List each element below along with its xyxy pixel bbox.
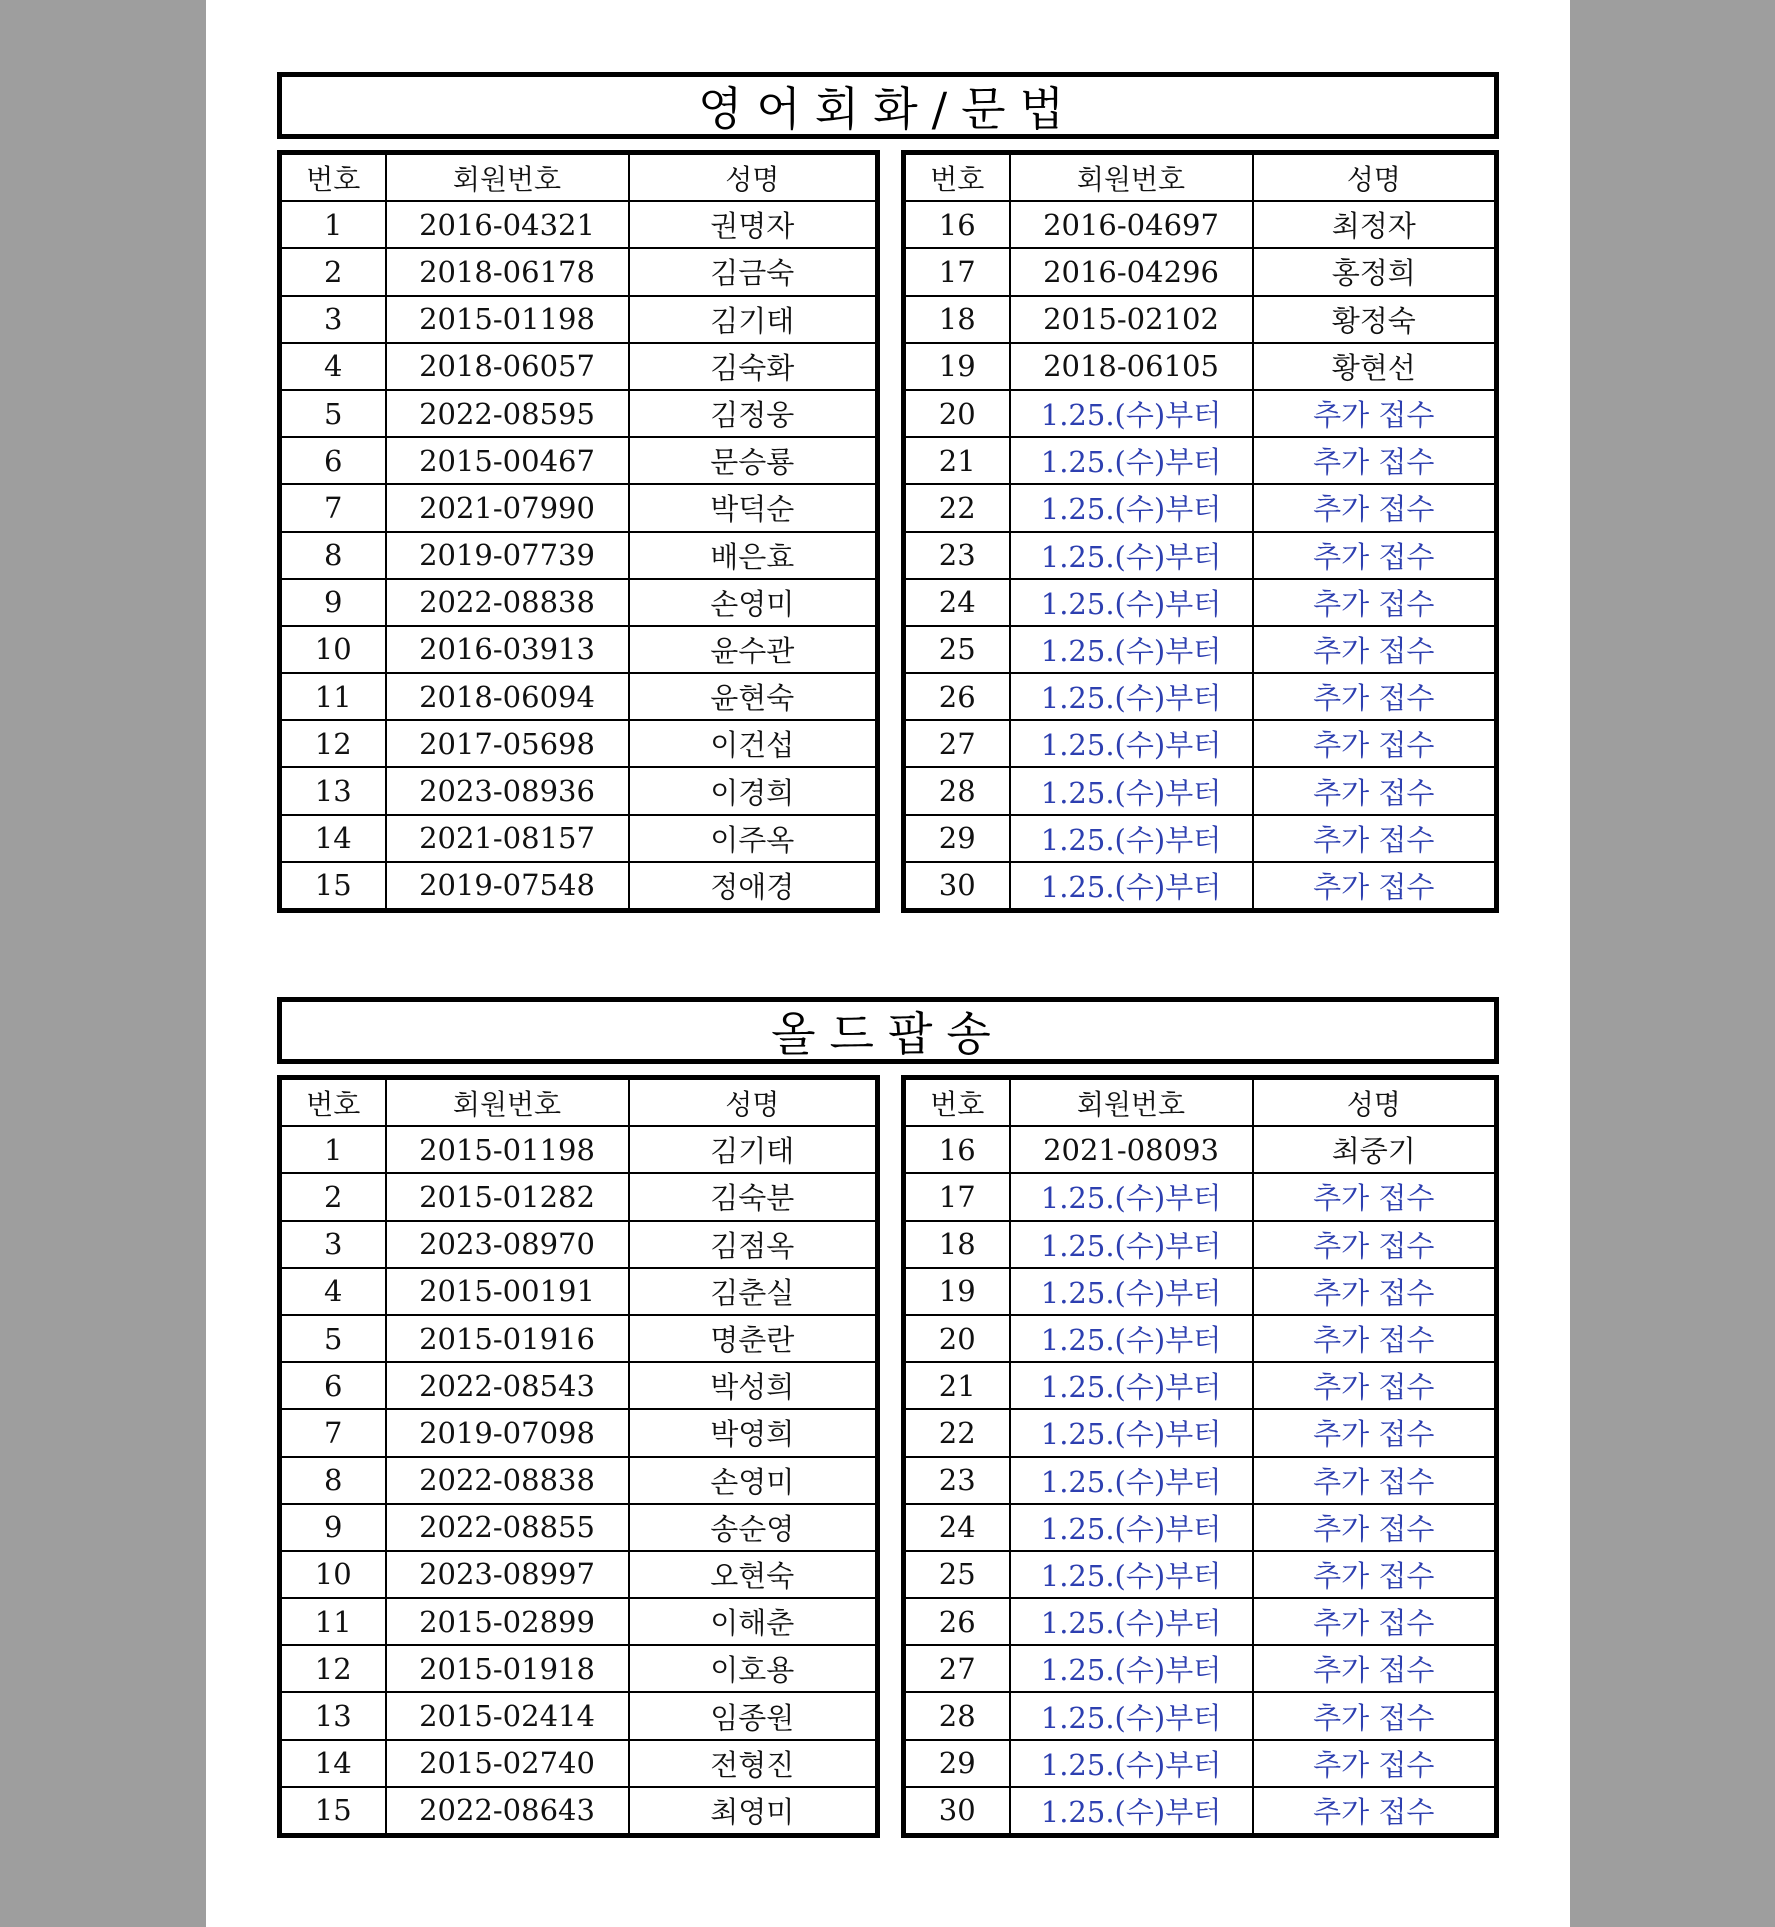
cell-no: 21 bbox=[904, 1362, 1010, 1409]
cell-name: 추가 접수 bbox=[1253, 1692, 1497, 1739]
cell-member-id: 2021-08093 bbox=[1010, 1126, 1253, 1173]
cell-member-id: 2017-05698 bbox=[386, 720, 629, 767]
cell-member-id: 2015-01282 bbox=[386, 1173, 629, 1220]
cell-no: 7 bbox=[280, 1409, 386, 1456]
cell-name: 이호용 bbox=[629, 1645, 878, 1692]
table-row bbox=[280, 437, 878, 484]
table-row bbox=[904, 720, 1497, 767]
cell-member-id: 2016-04321 bbox=[386, 201, 629, 248]
cell-name: 김금숙 bbox=[629, 248, 878, 295]
cell-member-id: 1.25.(수)부터 bbox=[1010, 1173, 1253, 1220]
cell-name: 추가 접수 bbox=[1253, 1504, 1497, 1551]
cell-no: 2 bbox=[280, 1173, 386, 1220]
table-row bbox=[904, 1787, 1497, 1836]
cell-member-id: 2015-01918 bbox=[386, 1645, 629, 1692]
table-row bbox=[904, 862, 1497, 911]
cell-no: 10 bbox=[280, 1551, 386, 1598]
table-header-row bbox=[280, 153, 878, 202]
table-row bbox=[280, 1692, 878, 1739]
header-member-id: 회원번호 bbox=[1010, 153, 1253, 202]
cell-member-id: 1.25.(수)부터 bbox=[1010, 1409, 1253, 1456]
header-member-id: 회원번호 bbox=[386, 1078, 629, 1127]
table-row bbox=[904, 1692, 1497, 1739]
cell-name: 추가 접수 bbox=[1253, 1173, 1497, 1220]
roster-table-left bbox=[277, 1075, 880, 1838]
cell-name: 정애경 bbox=[629, 862, 878, 911]
document-page bbox=[206, 0, 1570, 1927]
cell-no: 5 bbox=[280, 390, 386, 437]
cell-name: 추가 접수 bbox=[1253, 390, 1497, 437]
table-row bbox=[904, 296, 1497, 343]
table-row bbox=[904, 1504, 1497, 1551]
cell-name: 문승룡 bbox=[629, 437, 878, 484]
cell-name: 배은효 bbox=[629, 532, 878, 579]
table-row bbox=[904, 1221, 1497, 1268]
table-row bbox=[280, 815, 878, 862]
cell-name: 박영희 bbox=[629, 1409, 878, 1456]
table-row bbox=[280, 248, 878, 295]
cell-name: 이건섭 bbox=[629, 720, 878, 767]
cell-name: 추가 접수 bbox=[1253, 532, 1497, 579]
table-row bbox=[280, 296, 878, 343]
cell-name: 추가 접수 bbox=[1253, 815, 1497, 862]
section-title: 올드팝송 bbox=[277, 997, 1499, 1064]
table-row bbox=[904, 1457, 1497, 1504]
header-name: 성명 bbox=[629, 153, 878, 202]
cell-no: 18 bbox=[904, 296, 1010, 343]
cell-name: 송순영 bbox=[629, 1504, 878, 1551]
cell-name: 홍정희 bbox=[1253, 248, 1497, 295]
cell-member-id: 2015-02414 bbox=[386, 1692, 629, 1739]
cell-name: 최정자 bbox=[1253, 201, 1497, 248]
table-row bbox=[904, 1268, 1497, 1315]
cell-member-id: 2019-07739 bbox=[386, 532, 629, 579]
cell-member-id: 2023-08970 bbox=[386, 1221, 629, 1268]
cell-no: 6 bbox=[280, 437, 386, 484]
cell-name: 이경희 bbox=[629, 767, 878, 814]
section-english-conversation bbox=[277, 72, 1499, 947]
cell-no: 5 bbox=[280, 1315, 386, 1362]
header-no: 번호 bbox=[280, 153, 386, 202]
cell-no: 17 bbox=[904, 1173, 1010, 1220]
table-row bbox=[904, 201, 1497, 248]
cell-name: 추가 접수 bbox=[1253, 626, 1497, 673]
table-row bbox=[904, 767, 1497, 814]
header-member-id: 회원번호 bbox=[1010, 1078, 1253, 1127]
cell-name: 최중기 bbox=[1253, 1126, 1497, 1173]
cell-no: 29 bbox=[904, 1740, 1010, 1787]
table-row bbox=[904, 532, 1497, 579]
cell-no: 24 bbox=[904, 579, 1010, 626]
table-row bbox=[904, 1740, 1497, 1787]
cell-member-id: 1.25.(수)부터 bbox=[1010, 437, 1253, 484]
cell-name: 추가 접수 bbox=[1253, 1268, 1497, 1315]
cell-name: 김숙분 bbox=[629, 1173, 878, 1220]
table-row bbox=[904, 579, 1497, 626]
cell-no: 9 bbox=[280, 1504, 386, 1551]
table-row bbox=[904, 1551, 1497, 1598]
cell-member-id: 1.25.(수)부터 bbox=[1010, 1362, 1253, 1409]
cell-no: 12 bbox=[280, 720, 386, 767]
table-row bbox=[280, 343, 878, 390]
cell-no: 4 bbox=[280, 1268, 386, 1315]
cell-member-id: 1.25.(수)부터 bbox=[1010, 1268, 1253, 1315]
table-row bbox=[280, 1409, 878, 1456]
cell-member-id: 2018-06178 bbox=[386, 248, 629, 295]
table-row bbox=[280, 767, 878, 814]
cell-name: 추가 접수 bbox=[1253, 1409, 1497, 1456]
cell-name: 추가 접수 bbox=[1253, 1315, 1497, 1362]
cell-member-id: 2018-06105 bbox=[1010, 343, 1253, 390]
cell-no: 9 bbox=[280, 579, 386, 626]
table-row bbox=[280, 1126, 878, 1173]
cell-name: 윤수관 bbox=[629, 626, 878, 673]
table-row bbox=[904, 815, 1497, 862]
table-row bbox=[904, 390, 1497, 437]
table-row bbox=[280, 673, 878, 720]
cell-no: 15 bbox=[280, 1787, 386, 1836]
cell-name: 손영미 bbox=[629, 579, 878, 626]
cell-name: 추가 접수 bbox=[1253, 1787, 1497, 1836]
cell-member-id: 2019-07548 bbox=[386, 862, 629, 911]
cell-name: 박덕순 bbox=[629, 484, 878, 531]
cell-member-id: 2015-02740 bbox=[386, 1740, 629, 1787]
cell-member-id: 1.25.(수)부터 bbox=[1010, 1221, 1253, 1268]
cell-name: 오현숙 bbox=[629, 1551, 878, 1598]
table-row bbox=[904, 1409, 1497, 1456]
cell-no: 23 bbox=[904, 532, 1010, 579]
cell-name: 추가 접수 bbox=[1253, 579, 1497, 626]
cell-member-id: 1.25.(수)부터 bbox=[1010, 1692, 1253, 1739]
cell-member-id: 1.25.(수)부터 bbox=[1010, 626, 1253, 673]
table-row bbox=[904, 1126, 1497, 1173]
table-row bbox=[280, 1457, 878, 1504]
cell-no: 25 bbox=[904, 626, 1010, 673]
cell-member-id: 2023-08997 bbox=[386, 1551, 629, 1598]
cell-no: 3 bbox=[280, 1221, 386, 1268]
cell-member-id: 2022-08595 bbox=[386, 390, 629, 437]
table-row bbox=[280, 626, 878, 673]
table-row bbox=[904, 343, 1497, 390]
cell-member-id: 2016-04697 bbox=[1010, 201, 1253, 248]
cell-no: 11 bbox=[280, 1598, 386, 1645]
table-row bbox=[280, 484, 878, 531]
cell-member-id: 2022-08855 bbox=[386, 1504, 629, 1551]
cell-no: 13 bbox=[280, 767, 386, 814]
cell-member-id: 1.25.(수)부터 bbox=[1010, 862, 1253, 911]
cell-no: 16 bbox=[904, 1126, 1010, 1173]
cell-name: 추가 접수 bbox=[1253, 862, 1497, 911]
cell-name: 최영미 bbox=[629, 1787, 878, 1836]
cell-name: 추가 접수 bbox=[1253, 1598, 1497, 1645]
table-row bbox=[280, 1173, 878, 1220]
cell-name: 추가 접수 bbox=[1253, 720, 1497, 767]
cell-member-id: 2021-08157 bbox=[386, 815, 629, 862]
cell-name: 황정숙 bbox=[1253, 296, 1497, 343]
table-row bbox=[904, 1362, 1497, 1409]
table-row bbox=[280, 1551, 878, 1598]
cell-member-id: 1.25.(수)부터 bbox=[1010, 1504, 1253, 1551]
cell-no: 13 bbox=[280, 1692, 386, 1739]
cell-member-id: 1.25.(수)부터 bbox=[1010, 673, 1253, 720]
table-row bbox=[280, 1740, 878, 1787]
cell-no: 8 bbox=[280, 1457, 386, 1504]
cell-name: 김춘실 bbox=[629, 1268, 878, 1315]
roster-tables bbox=[277, 150, 1499, 947]
cell-no: 20 bbox=[904, 1315, 1010, 1362]
cell-no: 27 bbox=[904, 1645, 1010, 1692]
cell-member-id: 1.25.(수)부터 bbox=[1010, 720, 1253, 767]
cell-name: 윤현숙 bbox=[629, 673, 878, 720]
cell-name: 김기태 bbox=[629, 1126, 878, 1173]
cell-name: 명춘란 bbox=[629, 1315, 878, 1362]
cell-member-id: 2015-01198 bbox=[386, 296, 629, 343]
table-row bbox=[904, 1315, 1497, 1362]
table-row bbox=[904, 248, 1497, 295]
cell-member-id: 2022-08838 bbox=[386, 1457, 629, 1504]
table-row bbox=[904, 1645, 1497, 1692]
cell-member-id: 1.25.(수)부터 bbox=[1010, 1457, 1253, 1504]
cell-member-id: 2015-00191 bbox=[386, 1268, 629, 1315]
table-row bbox=[280, 1315, 878, 1362]
cell-name: 김정웅 bbox=[629, 390, 878, 437]
cell-member-id: 2022-08543 bbox=[386, 1362, 629, 1409]
cell-no: 25 bbox=[904, 1551, 1010, 1598]
header-no: 번호 bbox=[904, 153, 1010, 202]
cell-name: 추가 접수 bbox=[1253, 1457, 1497, 1504]
cell-name: 김점옥 bbox=[629, 1221, 878, 1268]
table-row bbox=[280, 1598, 878, 1645]
cell-member-id: 1.25.(수)부터 bbox=[1010, 1551, 1253, 1598]
cell-member-id: 1.25.(수)부터 bbox=[1010, 579, 1253, 626]
cell-no: 18 bbox=[904, 1221, 1010, 1268]
header-no: 번호 bbox=[280, 1078, 386, 1127]
cell-member-id: 1.25.(수)부터 bbox=[1010, 1645, 1253, 1692]
table-row bbox=[904, 484, 1497, 531]
cell-member-id: 1.25.(수)부터 bbox=[1010, 1315, 1253, 1362]
cell-no: 11 bbox=[280, 673, 386, 720]
cell-name: 추가 접수 bbox=[1253, 1551, 1497, 1598]
table-row bbox=[280, 1268, 878, 1315]
table-header-row bbox=[280, 1078, 878, 1127]
cell-no: 7 bbox=[280, 484, 386, 531]
cell-no: 26 bbox=[904, 1598, 1010, 1645]
cell-name: 손영미 bbox=[629, 1457, 878, 1504]
header-name: 성명 bbox=[629, 1078, 878, 1127]
cell-name: 추가 접수 bbox=[1253, 1740, 1497, 1787]
table-row bbox=[904, 673, 1497, 720]
cell-no: 20 bbox=[904, 390, 1010, 437]
cell-no: 29 bbox=[904, 815, 1010, 862]
header-name: 성명 bbox=[1253, 153, 1497, 202]
cell-no: 3 bbox=[280, 296, 386, 343]
cell-member-id: 1.25.(수)부터 bbox=[1010, 390, 1253, 437]
cell-member-id: 2021-07990 bbox=[386, 484, 629, 531]
cell-name: 추가 접수 bbox=[1253, 1362, 1497, 1409]
cell-member-id: 2018-06094 bbox=[386, 673, 629, 720]
table-row bbox=[904, 1173, 1497, 1220]
cell-member-id: 2015-02899 bbox=[386, 1598, 629, 1645]
cell-member-id: 1.25.(수)부터 bbox=[1010, 1787, 1253, 1836]
cell-name: 이주옥 bbox=[629, 815, 878, 862]
roster-table-right bbox=[901, 150, 1499, 913]
cell-name: 이해춘 bbox=[629, 1598, 878, 1645]
table-row bbox=[280, 1221, 878, 1268]
cell-no: 26 bbox=[904, 673, 1010, 720]
cell-no: 17 bbox=[904, 248, 1010, 295]
section-title: 영어회화/문법 bbox=[277, 72, 1499, 139]
table-row bbox=[280, 201, 878, 248]
cell-member-id: 2023-08936 bbox=[386, 767, 629, 814]
cell-member-id: 2015-01198 bbox=[386, 1126, 629, 1173]
cell-member-id: 1.25.(수)부터 bbox=[1010, 1598, 1253, 1645]
table-row bbox=[280, 532, 878, 579]
cell-member-id: 2015-01916 bbox=[386, 1315, 629, 1362]
table-row bbox=[280, 390, 878, 437]
table-row bbox=[904, 626, 1497, 673]
cell-no: 6 bbox=[280, 1362, 386, 1409]
cell-member-id: 2022-08838 bbox=[386, 579, 629, 626]
cell-member-id: 1.25.(수)부터 bbox=[1010, 484, 1253, 531]
cell-member-id: 2016-03913 bbox=[386, 626, 629, 673]
cell-name: 황현선 bbox=[1253, 343, 1497, 390]
cell-no: 15 bbox=[280, 862, 386, 911]
cell-member-id: 2022-08643 bbox=[386, 1787, 629, 1836]
table-row bbox=[280, 862, 878, 911]
cell-member-id: 2015-00467 bbox=[386, 437, 629, 484]
cell-member-id: 1.25.(수)부터 bbox=[1010, 1740, 1253, 1787]
cell-name: 추가 접수 bbox=[1253, 767, 1497, 814]
cell-no: 16 bbox=[904, 201, 1010, 248]
cell-no: 28 bbox=[904, 1692, 1010, 1739]
cell-no: 27 bbox=[904, 720, 1010, 767]
cell-member-id: 2016-04296 bbox=[1010, 248, 1253, 295]
cell-no: 19 bbox=[904, 1268, 1010, 1315]
section-old-pop-song bbox=[277, 997, 1499, 1872]
table-row bbox=[280, 1504, 878, 1551]
cell-no: 21 bbox=[904, 437, 1010, 484]
cell-no: 30 bbox=[904, 862, 1010, 911]
cell-name: 전형진 bbox=[629, 1740, 878, 1787]
cell-no: 4 bbox=[280, 343, 386, 390]
cell-name: 추가 접수 bbox=[1253, 484, 1497, 531]
cell-no: 14 bbox=[280, 815, 386, 862]
cell-no: 1 bbox=[280, 1126, 386, 1173]
cell-no: 1 bbox=[280, 201, 386, 248]
header-no: 번호 bbox=[904, 1078, 1010, 1127]
roster-table-right bbox=[901, 1075, 1499, 1838]
cell-no: 22 bbox=[904, 1409, 1010, 1456]
table-row bbox=[280, 1362, 878, 1409]
table-header-row bbox=[904, 1078, 1497, 1127]
cell-no: 10 bbox=[280, 626, 386, 673]
cell-name: 추가 접수 bbox=[1253, 673, 1497, 720]
cell-name: 김기태 bbox=[629, 296, 878, 343]
cell-member-id: 2018-06057 bbox=[386, 343, 629, 390]
cell-member-id: 1.25.(수)부터 bbox=[1010, 767, 1253, 814]
cell-name: 박성희 bbox=[629, 1362, 878, 1409]
table-row bbox=[280, 1787, 878, 1836]
table-header-row bbox=[904, 153, 1497, 202]
cell-no: 12 bbox=[280, 1645, 386, 1692]
cell-name: 권명자 bbox=[629, 201, 878, 248]
table-row bbox=[280, 579, 878, 626]
cell-name: 추가 접수 bbox=[1253, 437, 1497, 484]
header-member-id: 회원번호 bbox=[386, 153, 629, 202]
cell-name: 임종원 bbox=[629, 1692, 878, 1739]
table-row bbox=[280, 720, 878, 767]
cell-no: 19 bbox=[904, 343, 1010, 390]
cell-no: 8 bbox=[280, 532, 386, 579]
cell-member-id: 1.25.(수)부터 bbox=[1010, 532, 1253, 579]
header-name: 성명 bbox=[1253, 1078, 1497, 1127]
roster-table-left bbox=[277, 150, 880, 913]
cell-no: 24 bbox=[904, 1504, 1010, 1551]
table-row bbox=[280, 1645, 878, 1692]
cell-no: 2 bbox=[280, 248, 386, 295]
cell-no: 28 bbox=[904, 767, 1010, 814]
cell-no: 30 bbox=[904, 1787, 1010, 1836]
cell-name: 추가 접수 bbox=[1253, 1221, 1497, 1268]
cell-no: 14 bbox=[280, 1740, 386, 1787]
cell-no: 22 bbox=[904, 484, 1010, 531]
table-row bbox=[904, 1598, 1497, 1645]
cell-member-id: 2019-07098 bbox=[386, 1409, 629, 1456]
table-row bbox=[904, 437, 1497, 484]
cell-name: 김숙화 bbox=[629, 343, 878, 390]
roster-tables bbox=[277, 1075, 1499, 1872]
cell-no: 23 bbox=[904, 1457, 1010, 1504]
cell-name: 추가 접수 bbox=[1253, 1645, 1497, 1692]
cell-member-id: 1.25.(수)부터 bbox=[1010, 815, 1253, 862]
cell-member-id: 2015-02102 bbox=[1010, 296, 1253, 343]
